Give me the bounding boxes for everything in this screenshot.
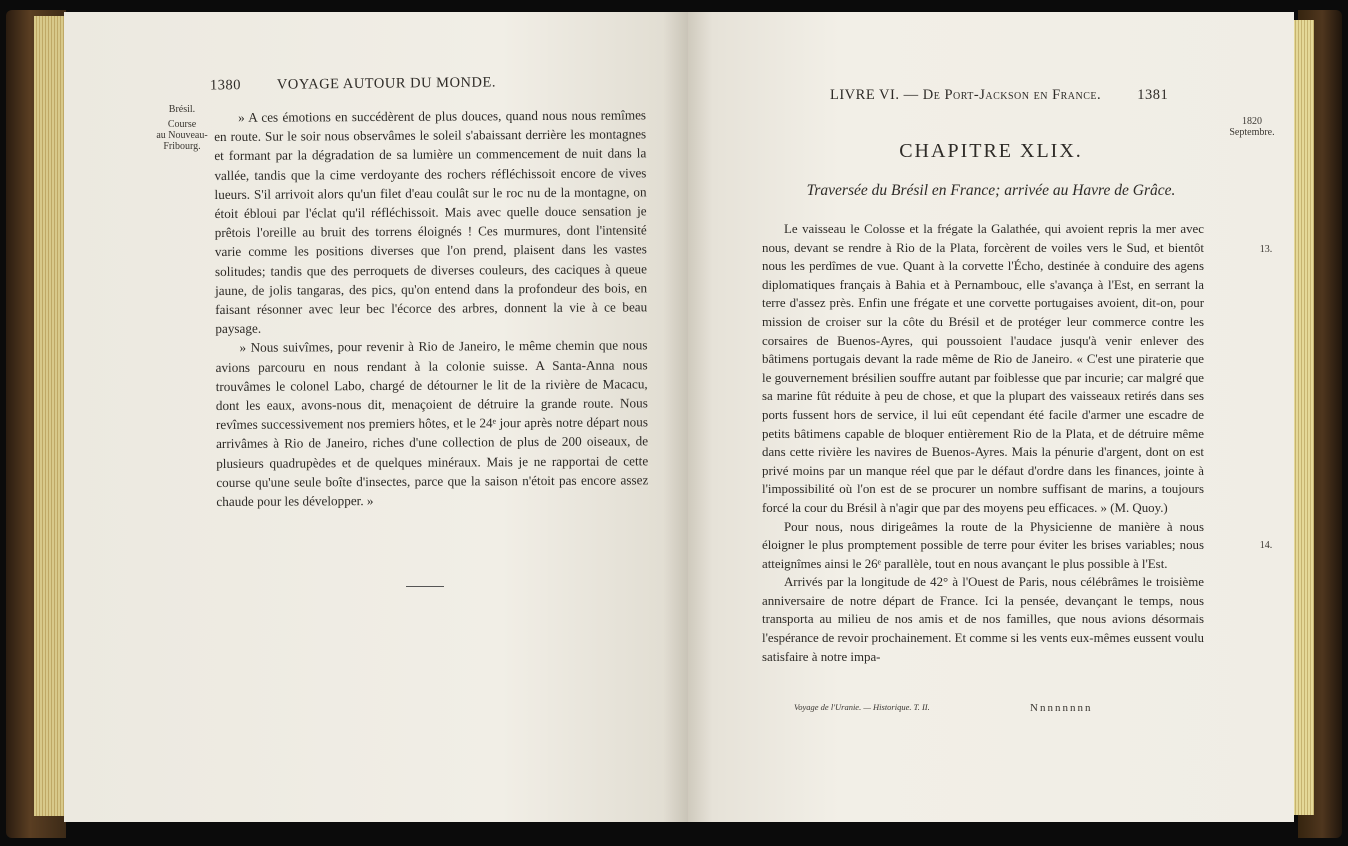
chapter-subtitle: Traversée du Brésil en France; arrivée au Havre de Grâce. [806, 182, 1176, 199]
left-page-edges [34, 16, 68, 816]
margin-note: Course [167, 119, 197, 130]
paragraph: Arrivés par la longitude de 42° à l'Ouest de Paris, nous célébrâmes le troisième anniversaire de notre départ de France. Ici la pensée, devançant le temps, nous transporta au milieu de nos amis et de nos familles, que nous avions désormais l'espérance de revoir prochainement. Et comme si les vents eux-mêmes eussent voulu satisfaire à notre impa- [762, 575, 1204, 664]
paragraph: » Nous suivîmes, pour revenir à Rio de Janeiro, le même chemin que nous avions parcouru en nous rendant à la colonie suisse. A Santa-Anna nous trouvâmes le colonel Labo, chargé de détourner le lit de la rivière de Macacu, dont les eaux, avons-nous dit, menaçoient de détruire la grande route. Nous revîmes successivement nos premiers hôtes, et le 24ᵉ jour après notre départ nous arrivâmes à Rio de Janeiro, riches d'une collection de plus de 200 oiseaux, de plusieurs quadrupèdes et de quelques minéraux. Mais je ne rapportai de cette course qu'une seule boîte d'insectes, parce que la saison n'étoit pas encore assez chaude pour les développer. » [215, 337, 649, 510]
left-running-head [210, 75, 496, 95]
left-running-title: VOYAGE AUTOUR DU MONDE. [276, 74, 497, 93]
margin-note: Brésil. [168, 104, 196, 115]
right-body-text [762, 220, 1204, 666]
left-margin-notes [142, 104, 222, 152]
margin-day: 13. [1259, 244, 1273, 255]
right-running-prefix: LIVRE VI. — [830, 87, 923, 103]
margin-month: Septembre. [1229, 127, 1275, 138]
right-page-number: 1381 [1137, 87, 1169, 103]
left-page-number: 1380 [209, 77, 242, 94]
left-page [64, 12, 688, 822]
left-body-text [214, 105, 648, 511]
right-page [688, 12, 1294, 822]
paragraph: Pour nous, nous dirigeâmes la route de la Physicienne de manière à nous éloigner le plus promptement possible de terre pour éviter les brises variables; nous atteignîmes ainsi le 26ᵉ parallèle, tout en nous avançant le plus possible à l'Est. [762, 519, 1204, 571]
right-running-head [830, 87, 1168, 104]
chapter-title: CHAPITRE XLIX. [899, 140, 1083, 162]
margin-year: 1820 [1242, 116, 1262, 127]
paragraph: » A ces émotions en succédèrent de plus douces, quand nous nous remîmes en route. Sur le soir nous observâmes le soleil s'abaissant derrière les montagnes et formant par la dégradation de sa lumière un commencement de nuit dans la vallée, tandis que la cime verdoyante des rochers réfléchissoit encore de vives lueurs. S'il arrivoit alors qu'un filet d'eau coulât sur le roc nu de la montagne, on étoit ébloui par l'éclat qu'il réfléchissoit. Mais avec quelle douce sensation je prêtois l'oreille au bruit des torrens éloignés ! Ces murmures, dont l'intensité varie comme les positions diverses que l'on prend, plaisent dans les vastes solitudes; tandis que des perroquets de diverses couleurs, des caciques à queue jaune, de jolis tangaras, des pics, qu'on entend dans la profondeur des bois, en faisant résonner avec leur bec l'écorce des arbres, donnent la vie à ce beau paysage. [214, 107, 648, 337]
right-running-title: De Port-Jackson en France. [922, 87, 1102, 103]
right-margin-date [1212, 116, 1292, 138]
paragraph: Le vaisseau le Colosse et la frégate la Galathée, qui avoient repris la mer avec nous, devant se rendre à Rio de la Plata, forcèrent de voiles vers le Sud, et bientôt nous les perdîmes de vue. Quant à la corvette l'Écho, destinée à conduire des agens diplomatiques français à Bahia et à Pernambouc, elle s'avança à l'Est, en serrant la terre d'assez près. Enfin une frégate et une corvette portugaises avoient, dit-on, pour mission de croiser sur la côte du Brésil et de protéger leur commerce contre les corsaires de Buenos-Ayres, qui poussoient l'audace jusqu'à venir enlever des bâtimens portugais devant la rade même de Rio de Janeiro. « C'est une piraterie que le gouvernement brésilien souffre autant par foiblesse que par incurie; car malgré que sa marine fût réduite à peu de chose, et que la plupart des vaisseaux retirés dans ses ports fussent hors de service, il lui eût cependant été facile d'armer une escadre de petits bâtimens capable de bloquer entièrement Rio de la Plata, et de détruire même dans cette rivière les navires de Buenos-Ayres. Mais la pénurie d'argent, dont on est privé moins par un manque réel que par le défaut d'ordre dans les finances, jointe à l'impossibilité où l'on est de se procurer un nombre suffisant de marins, a toujours forcé la cour du Brésil à n'agir que par des moyens peu efficaces. » (M. Quoy.) [762, 222, 1204, 515]
footer-note: Voyage de l'Uranie. — Historique. T. II. [794, 702, 930, 712]
printer-signature: Nnnnnnnn [1030, 702, 1093, 714]
margin-note: au Nouveau- [156, 130, 208, 141]
margin-note: Fribourg. [163, 141, 201, 152]
margin-day: 14. [1259, 540, 1273, 551]
section-rule [406, 586, 444, 587]
